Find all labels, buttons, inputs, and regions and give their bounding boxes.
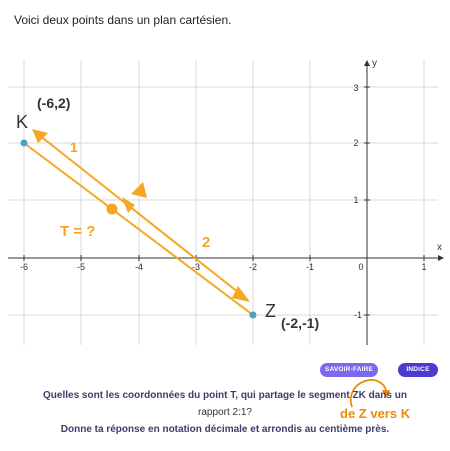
x-tick-label: -5 [76,262,86,272]
x-tick-label: -3 [191,262,201,272]
question-line-1: Quelles sont les coordonnées du point T, qui partage le segment ZK dans un [43,390,407,401]
y-tick-label: 2 [353,138,359,148]
hint-text: de Z vers K [340,406,411,421]
arrowhead-t-down-icon [122,197,135,213]
x-tick-label: -6 [19,262,29,272]
point-k [21,140,28,147]
y-axis-label: y [372,58,377,69]
x-tick-label: 0 [358,262,364,272]
y-tick-label: 1 [353,195,359,205]
y-tick-label: 3 [353,83,359,93]
point-t [107,204,118,215]
point-z-coord: (-2,-1) [281,315,320,331]
x-axis-arrow-icon [438,255,444,261]
axes [8,58,444,345]
x-tick-labels [20,262,427,272]
x-tick-label: -4 [134,262,144,272]
intro-text: Voici deux points dans un plan cartésien. [14,13,232,27]
x-tick-label: -2 [248,262,258,272]
y-tick-label: -1 [353,310,363,320]
savoir-faire-button[interactable]: SAVOIR-FAIRE [320,363,378,377]
segment-label-2: 2 [202,234,211,251]
y-axis-arrow-icon [364,60,370,66]
point-z-name: Z [265,301,276,321]
y-tick-labels [353,83,362,320]
question-line-3: Donne ta réponse en notation décimale et arrondis au centième près. [60,424,390,435]
indice-button[interactable]: INDICE [398,363,438,377]
point-z [250,312,257,319]
x-tick-label: -1 [305,262,315,272]
x-axis-label: x [437,242,442,253]
grid [8,60,438,345]
question-line-2: rapport 2:1? [198,407,252,418]
point-k-coord: (-6,2) [37,95,71,111]
point-k-name: K [16,112,29,132]
point-t-label: T = ? [60,223,96,240]
x-tick-label: 1 [421,262,427,272]
segment-label-1: 1 [70,139,78,155]
ratio-arrow-line [34,131,248,300]
